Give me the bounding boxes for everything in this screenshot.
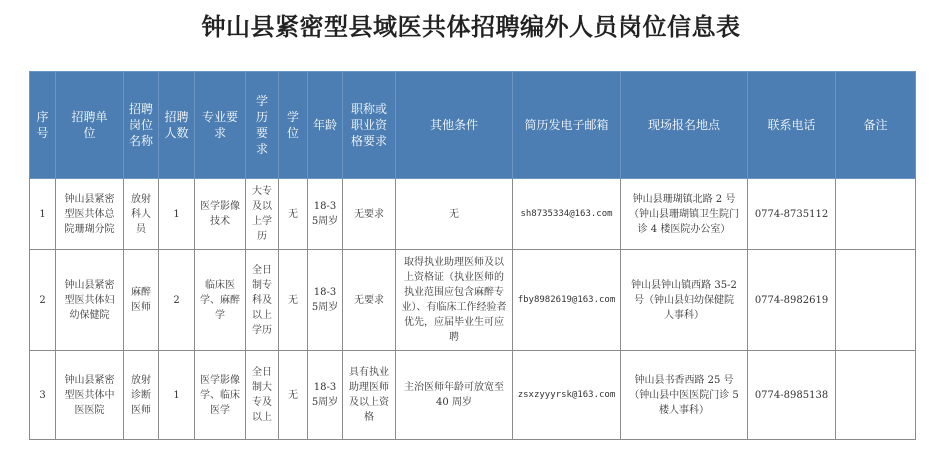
header-location: 现场报名地点: [621, 72, 748, 179]
cell-email: sh8735334@163.com: [513, 179, 621, 250]
cell-other: 主治医师年龄可放宽至 40 周岁: [396, 351, 513, 440]
header-qualification: 职称或职业资格要求: [343, 72, 396, 179]
cell-age: 18-35周岁: [308, 250, 343, 351]
cell-education: 全日制专科及以上学历: [246, 250, 279, 351]
cell-age: 18-35周岁: [308, 179, 343, 250]
header-no: 序号: [30, 72, 56, 179]
header-position: 招聘岗位名称: [124, 72, 159, 179]
cell-no: 2: [30, 250, 56, 351]
cell-phone: 0774-8985138: [748, 351, 836, 440]
header-email: 简历发电子邮箱: [513, 72, 621, 179]
cell-degree: 无: [279, 351, 308, 440]
cell-count: 1: [159, 351, 195, 440]
cell-remark: [836, 250, 916, 351]
cell-qualification: 无要求: [343, 250, 396, 351]
cell-no: 3: [30, 351, 56, 440]
cell-major: 医学影像技术: [195, 179, 246, 250]
cell-other: 无: [396, 179, 513, 250]
cell-phone: 0774-8982619: [748, 250, 836, 351]
cell-email: fby8982619@163.com: [513, 250, 621, 351]
cell-major: 临床医学、麻醉学: [195, 250, 246, 351]
cell-location: 钟山县钟山镇西路 35-2 号（钟山县妇幼保健院人事科）: [621, 250, 748, 351]
job-info-table: [29, 71, 916, 440]
cell-degree: 无: [279, 250, 308, 351]
cell-remark: [836, 351, 916, 440]
cell-degree: 无: [279, 179, 308, 250]
header-age: 年龄: [308, 72, 343, 179]
cell-position: 放射科人员: [124, 179, 159, 250]
page-title: 钟山县紧密型县域医共体招聘编外人员岗位信息表: [201, 13, 741, 41]
cell-qualification: 具有执业助理医师及以上资格: [343, 351, 396, 440]
cell-position: 麻醉医师: [124, 250, 159, 351]
cell-unit: 钟山县紧密型医共体中医医院: [56, 351, 124, 440]
cell-unit: 钟山县紧密型医共体总院珊瑚分院: [56, 179, 124, 250]
header-other: 其他条件: [396, 72, 513, 179]
cell-education: 大专及以上学历: [246, 179, 279, 250]
header-phone: 联系电话: [748, 72, 836, 179]
table-header-row: [30, 72, 916, 179]
cell-unit: 钟山县紧密型医共体妇幼保健院: [56, 250, 124, 351]
cell-email: zsxzyyyrsk@163.com: [513, 351, 621, 440]
cell-count: 2: [159, 250, 195, 351]
cell-major: 医学影像学、临床医学: [195, 351, 246, 440]
header-major: 专业要求: [195, 72, 246, 179]
header-unit: 招聘单位: [56, 72, 124, 179]
header-remark: 备注: [836, 72, 916, 179]
cell-location: 钟山县书香西路 25 号（钟山县中医医院门诊 5 楼人事科）: [621, 351, 748, 440]
header-education: 学历要求: [246, 72, 279, 179]
header-count: 招聘人数: [159, 72, 195, 179]
table-row: [30, 351, 916, 440]
cell-education: 全日制大专及以上: [246, 351, 279, 440]
cell-qualification: 无要求: [343, 179, 396, 250]
cell-position: 放射诊断医师: [124, 351, 159, 440]
cell-age: 18-35周岁: [308, 351, 343, 440]
cell-other: 取得执业助理医师及以上资格证（执业医师的执业范围应包含麻醉专业）、有临床工作经验者优先，应届毕业生可应聘: [396, 250, 513, 351]
cell-no: 1: [30, 179, 56, 250]
header-degree: 学位: [279, 72, 308, 179]
cell-remark: [836, 179, 916, 250]
cell-location: 钟山县珊瑚镇北路 2 号（钟山县珊瑚镇卫生院门诊 4 楼医院办公室）: [621, 179, 748, 250]
table-row: [30, 179, 916, 250]
cell-phone: 0774-8735112: [748, 179, 836, 250]
table-row: [30, 250, 916, 351]
cell-count: 1: [159, 179, 195, 250]
